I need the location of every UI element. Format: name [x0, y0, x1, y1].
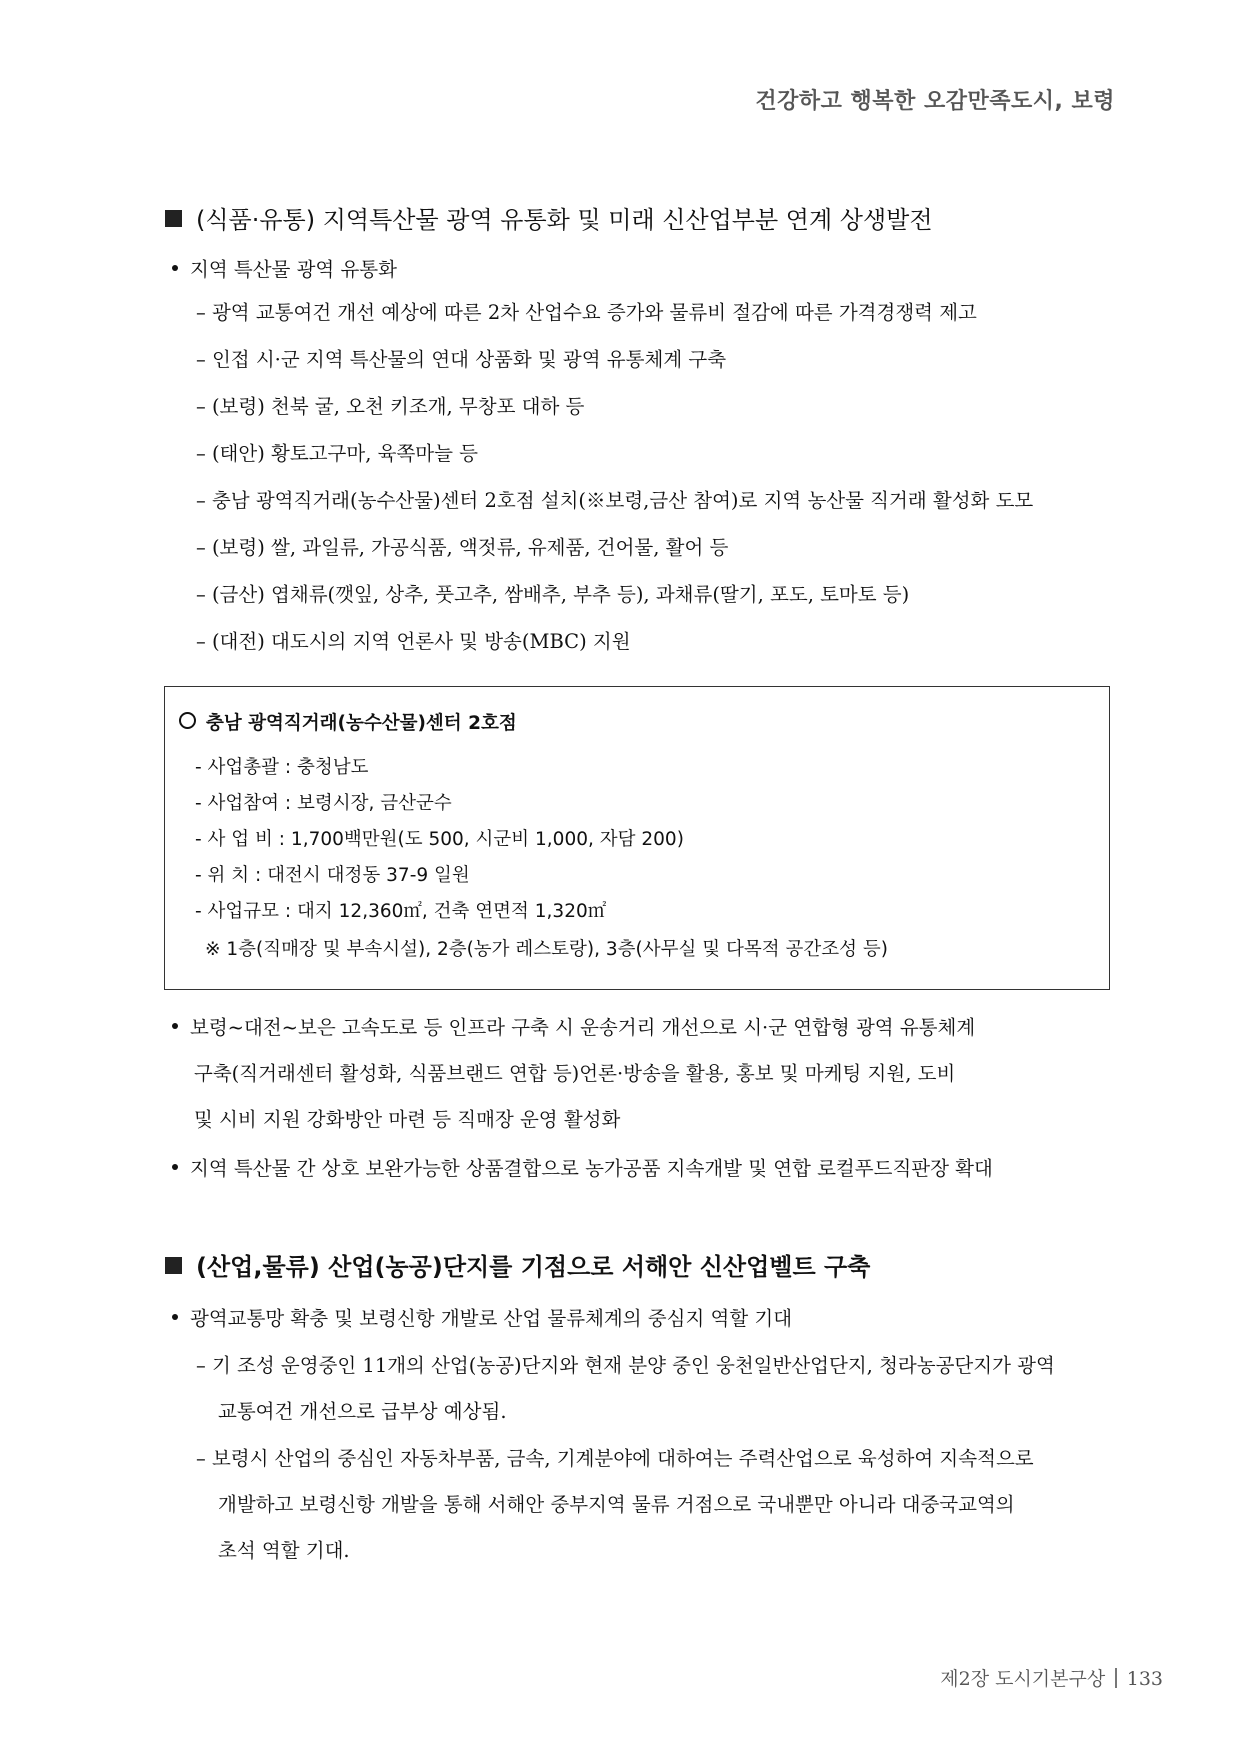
dash-continuation: 교통여건 개선으로 급부상 예상됨. — [218, 1400, 507, 1423]
dash-symbol: – — [196, 348, 206, 371]
bullet-dot-icon — [172, 1164, 178, 1170]
info-box-line: - 사업총괄 : 충청남도 — [195, 757, 369, 778]
info-box-line: - 사업규모 : 대지 12,360㎡, 건축 연면적 1,320㎡ — [195, 901, 607, 922]
dash-text: (대전) 대도시의 지역 언론사 및 방송(MBC) 지원 — [211, 630, 631, 653]
square-bullet-icon — [165, 210, 182, 227]
dash-item — [196, 444, 478, 464]
bullet-item — [172, 1018, 975, 1038]
dash-item — [196, 1449, 1034, 1469]
bullet-dot-icon — [172, 265, 178, 271]
dash-symbol: – — [196, 442, 206, 465]
bullet-text: 광역교통망 확충 및 보령신항 개발로 산업 물류체계의 중심지 역할 기대 — [190, 1307, 793, 1330]
info-box-line: - 위 치 : 대전시 대정동 37-9 일원 — [195, 865, 470, 886]
page-number: 133 — [1126, 1668, 1163, 1690]
bullet-text: 보령~대전~보은 고속도로 등 인프라 구축 시 운송거리 개선으로 시·군 연합형 광역 유통체계 — [190, 1016, 976, 1039]
running-head: 건강하고 행복한 오감만족도시, 보령 — [755, 89, 1115, 114]
dash-text: 보령시 산업의 중심인 자동차부품, 금속, 기계분야에 대하여는 주력산업으로 육성하여 지속적으로 — [211, 1447, 1034, 1470]
dash-symbol: – — [196, 630, 206, 653]
dash-continuation: 초석 역할 기대. — [218, 1539, 350, 1562]
bullet-item — [172, 1309, 792, 1329]
dash-symbol: – — [196, 536, 206, 559]
dash-symbol: – — [196, 489, 206, 512]
bullet-item — [172, 260, 397, 280]
dash-symbol: – — [196, 583, 206, 606]
bullet-continuation: 구축(직거래센터 활성화, 식품브랜드 연합 등)언론·방송을 활용, 홍보 및 마케팅 지원, 도비 — [194, 1062, 956, 1085]
section-heading-industry-logistics — [165, 1247, 870, 1282]
bullet-continuation: 및 시비 지원 강화방안 마련 등 직매장 운영 활성화 — [194, 1108, 621, 1131]
info-box-line: - 사 업 비 : 1,700백만원(도 500, 시군비 1,000, 자담 200) — [195, 829, 684, 850]
dash-text: 기 조성 운영중인 11개의 산업(농공)단지와 현재 분양 중인 웅천일반산업단지, 청라농공단지가 광역 — [211, 1354, 1055, 1377]
square-bullet-icon — [165, 1257, 182, 1274]
dash-symbol: – — [196, 1354, 206, 1377]
footer-divider — [1115, 1668, 1117, 1688]
circle-bullet-icon — [179, 712, 196, 729]
dash-continuation: 개발하고 보령신항 개발을 통해 서해안 중부지역 물류 거점으로 국내뿐만 아니라 대중국교역의 — [218, 1493, 1015, 1516]
bullet-dot-icon — [172, 1023, 178, 1029]
section-heading-text: (산업,물류) 산업(농공)단지를 기점으로 서해안 신산업벨트 구축 — [196, 1253, 871, 1281]
dash-item — [196, 538, 728, 558]
dash-text: 광역 교통여건 개선 예상에 따른 2차 산업수요 증가와 물류비 절감에 따른 가격경쟁력 제고 — [211, 301, 977, 324]
bullet-text: 지역 특산물 광역 유통화 — [190, 258, 397, 281]
info-box-title-text: 충남 광역직거래(농수산물)센터 2호점 — [206, 713, 517, 734]
dash-item — [196, 585, 909, 605]
bullet-item — [172, 1159, 993, 1179]
info-box-note: ※ 1층(직매장 및 부속시설), 2층(농가 레스토랑), 3층(사무실 및 다목적 공간조성 등) — [205, 939, 888, 960]
dash-text: 인접 시·군 지역 특산물의 연대 상품화 및 광역 유통체계 구축 — [211, 348, 727, 371]
section-heading-text: (식품·유통) 지역특산물 광역 유통화 및 미래 신산업부분 연계 상생발전 — [196, 206, 933, 234]
dash-item — [196, 350, 726, 370]
bullet-text: 지역 특산물 간 상호 보완가능한 상품결합으로 농가공품 지속개발 및 연합 로컬푸드직판장 확대 — [190, 1157, 993, 1180]
info-box — [164, 686, 1110, 990]
dash-item — [196, 303, 977, 323]
dash-item — [196, 397, 584, 417]
dash-text: (보령) 천북 굴, 오천 키조개, 무창포 대하 등 — [211, 395, 585, 418]
dash-symbol: – — [196, 1447, 206, 1470]
dash-item — [196, 1356, 1055, 1376]
dash-text: (태안) 황토고구마, 육쪽마늘 등 — [211, 442, 479, 465]
info-box-title — [179, 709, 517, 735]
dash-item — [196, 632, 631, 652]
page-footer — [940, 1664, 1163, 1691]
section-heading-food-distribution — [165, 200, 933, 235]
dash-text: (보령) 쌀, 과일류, 가공식품, 액젓류, 유제품, 건어물, 활어 등 — [211, 536, 729, 559]
dash-item — [196, 491, 1033, 511]
info-box-line: - 사업참여 : 보령시장, 금산군수 — [195, 793, 452, 814]
dash-symbol: – — [196, 301, 206, 324]
dash-text: 충남 광역직거래(농수산물)센터 2호점 설치(※보령,금산 참여)로 지역 농산물 직거래 활성화 도모 — [211, 489, 1034, 512]
dash-symbol: – — [196, 395, 206, 418]
bullet-dot-icon — [172, 1314, 178, 1320]
chapter-label: 제2장 도시기본구상 — [940, 1668, 1106, 1690]
dash-text: (금산) 엽채류(깻잎, 상추, 풋고추, 쌈배추, 부추 등), 과채류(딸기, 포도, 토마토 등) — [211, 583, 910, 606]
